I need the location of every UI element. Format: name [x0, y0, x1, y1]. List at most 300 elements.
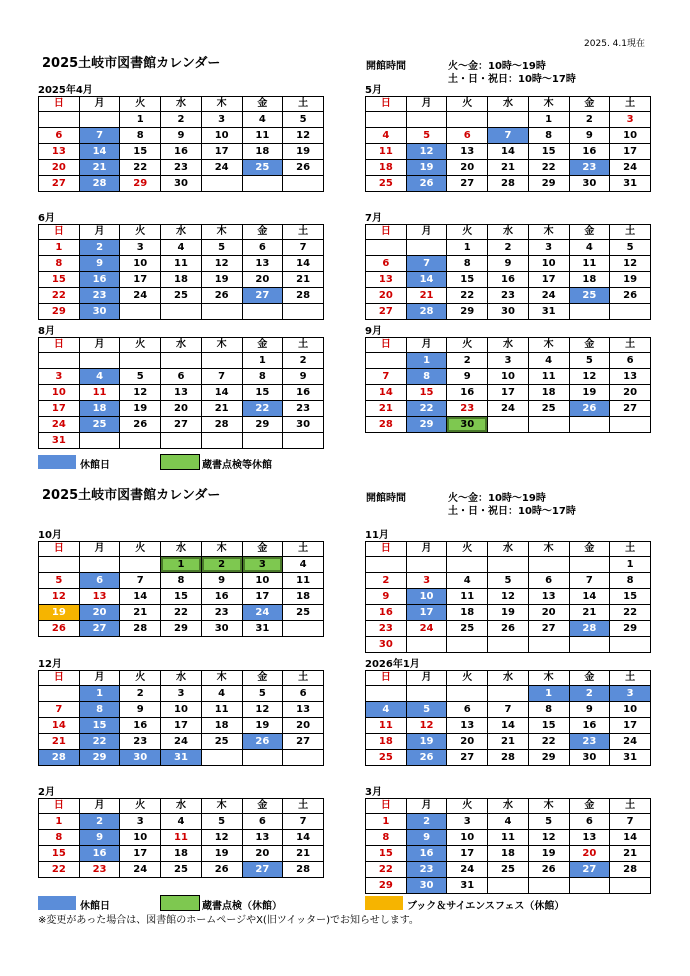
month-label: 2月: [38, 787, 55, 798]
day-cell: 10: [201, 128, 242, 144]
empty-day-cell: [488, 557, 529, 573]
day-cell: 19: [201, 272, 242, 288]
day-cell: 9: [569, 702, 610, 718]
calendar-month: [38, 530, 324, 637]
month-label: 7月: [365, 213, 382, 224]
day-cell: 25: [242, 160, 283, 176]
day-cell: 10: [120, 256, 161, 272]
day-cell: 28: [79, 176, 120, 192]
day-cell: 16: [366, 605, 407, 621]
day-cell: 6: [610, 353, 651, 369]
week-row: [366, 160, 651, 176]
day-cell: 8: [161, 573, 202, 589]
day-cell: 11: [283, 573, 324, 589]
day-cell: 19: [406, 734, 447, 750]
weekday-header: 木: [201, 542, 242, 557]
empty-day-cell: [406, 686, 447, 702]
weekday-header: 木: [528, 225, 569, 240]
day-cell: 18: [161, 846, 202, 862]
day-cell: 17: [610, 144, 651, 160]
month-label: 2025年4月: [38, 85, 93, 96]
weekday-header: 火: [447, 338, 488, 353]
day-cell: 29: [161, 621, 202, 637]
day-cell: 26: [201, 288, 242, 304]
day-cell: 8: [39, 256, 80, 272]
empty-day-cell: [610, 878, 651, 894]
day-cell: 19: [201, 846, 242, 862]
day-cell: 19: [39, 605, 80, 621]
day-cell: 9: [366, 589, 407, 605]
month-label: 8月: [38, 326, 55, 337]
day-cell: 3: [120, 814, 161, 830]
week-row: [366, 385, 651, 401]
day-cell: 24: [528, 288, 569, 304]
day-cell: 5: [283, 112, 324, 128]
legend-inventory-label-2: 蔵書点検（休館）: [202, 901, 282, 912]
week-row: [366, 637, 651, 653]
day-cell: 7: [610, 814, 651, 830]
day-cell: 12: [120, 385, 161, 401]
weekday-header: 月: [406, 542, 447, 557]
week-row: [366, 144, 651, 160]
empty-day-cell: [528, 417, 569, 433]
day-cell: 8: [242, 369, 283, 385]
week-row: [366, 369, 651, 385]
week-row: [39, 433, 324, 449]
month-grid: [38, 337, 324, 449]
day-cell: 22: [610, 605, 651, 621]
weekday-header: 火: [120, 97, 161, 112]
weekday-header-row: [39, 799, 324, 814]
day-cell: 21: [488, 160, 529, 176]
empty-day-cell: [610, 304, 651, 320]
week-row: [366, 621, 651, 637]
day-cell: 14: [406, 272, 447, 288]
week-row: [366, 750, 651, 766]
weekday-header: 土: [283, 671, 324, 686]
week-row: [39, 621, 324, 637]
empty-day-cell: [39, 353, 80, 369]
day-cell: 30: [447, 417, 488, 433]
day-cell: 6: [447, 128, 488, 144]
weekday-header: 火: [120, 799, 161, 814]
day-cell: 18: [366, 734, 407, 750]
day-cell: 15: [242, 385, 283, 401]
empty-day-cell: [120, 353, 161, 369]
weekday-header: 月: [79, 338, 120, 353]
day-cell: 1: [406, 353, 447, 369]
day-cell: 28: [366, 417, 407, 433]
day-cell: 11: [201, 702, 242, 718]
weekday-header: 日: [366, 799, 407, 814]
day-cell: 22: [406, 401, 447, 417]
day-cell: 8: [366, 830, 407, 846]
day-cell: 1: [161, 557, 202, 573]
day-cell: 17: [610, 718, 651, 734]
weekday-header: 金: [242, 338, 283, 353]
day-cell: 27: [283, 734, 324, 750]
weekday-header: 日: [366, 225, 407, 240]
empty-day-cell: [283, 621, 324, 637]
weekday-header: 水: [161, 338, 202, 353]
day-cell: 7: [283, 814, 324, 830]
hours-weekday-2: 火～金：10時～19時: [448, 493, 546, 504]
empty-day-cell: [79, 353, 120, 369]
day-cell: 28: [120, 621, 161, 637]
day-cell: 20: [242, 272, 283, 288]
empty-day-cell: [242, 750, 283, 766]
weekday-header: 金: [569, 225, 610, 240]
day-cell: 1: [39, 814, 80, 830]
day-cell: 3: [447, 814, 488, 830]
week-row: [39, 353, 324, 369]
day-cell: 4: [528, 353, 569, 369]
day-cell: 3: [201, 112, 242, 128]
calendar-month: [365, 213, 651, 320]
day-cell: 28: [406, 304, 447, 320]
day-cell: 24: [120, 862, 161, 878]
day-cell: 31: [161, 750, 202, 766]
day-cell: 7: [79, 128, 120, 144]
month-grid: [365, 541, 651, 653]
day-cell: 31: [610, 176, 651, 192]
day-cell: 20: [569, 846, 610, 862]
day-cell: 27: [610, 401, 651, 417]
day-cell: 30: [79, 304, 120, 320]
day-cell: 14: [569, 589, 610, 605]
week-row: [366, 401, 651, 417]
day-cell: 14: [79, 144, 120, 160]
empty-day-cell: [447, 686, 488, 702]
weekday-header: 木: [201, 338, 242, 353]
day-cell: 6: [447, 702, 488, 718]
week-row: [39, 128, 324, 144]
day-cell: 21: [79, 160, 120, 176]
day-cell: 23: [283, 401, 324, 417]
day-cell: 5: [406, 702, 447, 718]
day-cell: 23: [201, 605, 242, 621]
day-cell: 20: [366, 288, 407, 304]
day-cell: 25: [528, 401, 569, 417]
weekday-header: 土: [610, 542, 651, 557]
day-cell: 15: [120, 144, 161, 160]
weekday-header: 水: [488, 97, 529, 112]
day-cell: 17: [39, 401, 80, 417]
day-cell: 21: [39, 734, 80, 750]
week-row: [39, 846, 324, 862]
week-row: [39, 557, 324, 573]
day-cell: 7: [39, 702, 80, 718]
day-cell: 22: [528, 160, 569, 176]
day-cell: 16: [569, 144, 610, 160]
week-row: [39, 573, 324, 589]
day-cell: 23: [120, 734, 161, 750]
weekday-header-row: [39, 97, 324, 112]
week-row: [366, 176, 651, 192]
day-cell: 16: [161, 144, 202, 160]
day-cell: 9: [161, 128, 202, 144]
day-cell: 12: [610, 256, 651, 272]
day-cell: 10: [528, 256, 569, 272]
day-cell: 31: [39, 433, 80, 449]
day-cell: 16: [283, 385, 324, 401]
day-cell: 6: [528, 573, 569, 589]
day-cell: 15: [39, 272, 80, 288]
week-row: [366, 128, 651, 144]
day-cell: 17: [161, 718, 202, 734]
day-cell: 18: [161, 272, 202, 288]
day-cell: 23: [447, 401, 488, 417]
day-cell: 17: [242, 589, 283, 605]
day-cell: 6: [242, 814, 283, 830]
day-cell: 4: [283, 557, 324, 573]
day-cell: 8: [406, 369, 447, 385]
day-cell: 13: [79, 589, 120, 605]
day-cell: 26: [406, 750, 447, 766]
day-cell: 13: [242, 256, 283, 272]
calendar-month: [38, 213, 324, 320]
week-row: [39, 304, 324, 320]
day-cell: 7: [569, 573, 610, 589]
empty-day-cell: [406, 637, 447, 653]
weekday-header: 土: [283, 97, 324, 112]
weekday-header: 火: [120, 338, 161, 353]
day-cell: 16: [201, 589, 242, 605]
day-cell: 26: [406, 176, 447, 192]
week-row: [39, 401, 324, 417]
month-grid: [38, 798, 324, 878]
day-cell: 1: [528, 686, 569, 702]
month-label: 10月: [38, 530, 62, 541]
day-cell: 30: [569, 176, 610, 192]
day-cell: 16: [79, 272, 120, 288]
week-row: [366, 557, 651, 573]
day-cell: 24: [161, 734, 202, 750]
month-grid: [365, 224, 651, 320]
day-cell: 1: [39, 240, 80, 256]
empty-day-cell: [201, 433, 242, 449]
week-row: [39, 718, 324, 734]
day-cell: 19: [610, 272, 651, 288]
empty-day-cell: [283, 750, 324, 766]
day-cell: 24: [39, 417, 80, 433]
calendar-month: [365, 85, 651, 192]
week-row: [39, 272, 324, 288]
week-row: [366, 304, 651, 320]
day-cell: 25: [366, 750, 407, 766]
day-cell: 28: [201, 417, 242, 433]
empty-day-cell: [569, 878, 610, 894]
week-row: [39, 288, 324, 304]
weekday-header: 日: [366, 671, 407, 686]
day-cell: 19: [528, 846, 569, 862]
week-row: [39, 605, 324, 621]
week-row: [366, 589, 651, 605]
empty-day-cell: [569, 557, 610, 573]
day-cell: 19: [569, 385, 610, 401]
week-row: [39, 256, 324, 272]
day-cell: 31: [447, 878, 488, 894]
day-cell: 20: [447, 160, 488, 176]
weekday-header: 月: [406, 97, 447, 112]
day-cell: 20: [39, 160, 80, 176]
page-title: 2025土岐市図書館カレンダー: [42, 56, 221, 71]
weekday-header: 月: [79, 671, 120, 686]
weekday-header: 土: [610, 97, 651, 112]
day-cell: 20: [610, 385, 651, 401]
day-cell: 2: [569, 112, 610, 128]
day-cell: 22: [39, 862, 80, 878]
day-cell: 3: [528, 240, 569, 256]
weekday-header: 火: [120, 542, 161, 557]
day-cell: 8: [528, 702, 569, 718]
day-cell: 18: [242, 144, 283, 160]
day-cell: 5: [528, 814, 569, 830]
day-cell: 13: [447, 718, 488, 734]
weekday-header: 月: [406, 799, 447, 814]
day-cell: 7: [120, 573, 161, 589]
empty-day-cell: [406, 557, 447, 573]
as-of-date: 2025. 4.1現在: [584, 39, 645, 49]
day-cell: 28: [283, 862, 324, 878]
day-cell: 17: [406, 605, 447, 621]
empty-day-cell: [366, 686, 407, 702]
week-row: [366, 718, 651, 734]
day-cell: 26: [488, 621, 529, 637]
weekday-header: 土: [283, 542, 324, 557]
week-row: [39, 702, 324, 718]
month-grid: [38, 96, 324, 192]
day-cell: 4: [366, 702, 407, 718]
weekday-header: 火: [447, 542, 488, 557]
empty-day-cell: [201, 750, 242, 766]
hours-weekday: 火～金：10時～19時: [448, 61, 546, 72]
day-cell: 29: [39, 304, 80, 320]
day-cell: 24: [120, 288, 161, 304]
day-cell: 18: [569, 272, 610, 288]
day-cell: 22: [366, 862, 407, 878]
weekday-header: 日: [366, 338, 407, 353]
day-cell: 26: [569, 401, 610, 417]
day-cell: 22: [242, 401, 283, 417]
weekday-header: 土: [610, 799, 651, 814]
day-cell: 21: [366, 401, 407, 417]
day-cell: 6: [569, 814, 610, 830]
empty-day-cell: [488, 637, 529, 653]
week-row: [39, 385, 324, 401]
day-cell: 18: [366, 160, 407, 176]
day-cell: 30: [569, 750, 610, 766]
day-cell: 10: [610, 128, 651, 144]
day-cell: 1: [610, 557, 651, 573]
day-cell: 19: [120, 401, 161, 417]
weekday-header: 木: [201, 97, 242, 112]
day-cell: 30: [120, 750, 161, 766]
empty-day-cell: [283, 304, 324, 320]
empty-day-cell: [39, 557, 80, 573]
weekday-header: 水: [488, 338, 529, 353]
day-cell: 2: [201, 557, 242, 573]
day-cell: 29: [242, 417, 283, 433]
day-cell: 12: [39, 589, 80, 605]
day-cell: 27: [242, 288, 283, 304]
week-row: [39, 686, 324, 702]
day-cell: 15: [79, 718, 120, 734]
day-cell: 10: [120, 830, 161, 846]
day-cell: 6: [283, 686, 324, 702]
day-cell: 23: [79, 862, 120, 878]
day-cell: 17: [488, 385, 529, 401]
day-cell: 10: [406, 589, 447, 605]
day-cell: 20: [283, 718, 324, 734]
day-cell: 4: [447, 573, 488, 589]
day-cell: 12: [283, 128, 324, 144]
weekday-header-row: [366, 542, 651, 557]
week-row: [366, 272, 651, 288]
day-cell: 25: [488, 862, 529, 878]
calendar-month: [365, 787, 651, 894]
week-row: [366, 353, 651, 369]
day-cell: 21: [406, 288, 447, 304]
day-cell: 13: [569, 830, 610, 846]
empty-day-cell: [161, 433, 202, 449]
month-label: 12月: [38, 659, 62, 670]
empty-day-cell: [161, 304, 202, 320]
empty-day-cell: [528, 637, 569, 653]
empty-day-cell: [79, 557, 120, 573]
day-cell: 4: [161, 814, 202, 830]
day-cell: 11: [366, 144, 407, 160]
day-cell: 22: [79, 734, 120, 750]
calendar-month: [38, 787, 324, 878]
weekday-header: 金: [569, 671, 610, 686]
day-cell: 27: [366, 304, 407, 320]
day-cell: 13: [447, 144, 488, 160]
hours-label-2: 開館時間: [366, 493, 406, 504]
day-cell: 27: [569, 862, 610, 878]
day-cell: 2: [366, 573, 407, 589]
week-row: [39, 750, 324, 766]
day-cell: 6: [161, 369, 202, 385]
empty-day-cell: [161, 353, 202, 369]
month-label: 6月: [38, 213, 55, 224]
day-cell: 11: [569, 256, 610, 272]
day-cell: 4: [569, 240, 610, 256]
day-cell: 15: [447, 272, 488, 288]
day-cell: 24: [447, 862, 488, 878]
empty-day-cell: [569, 637, 610, 653]
day-cell: 21: [569, 605, 610, 621]
empty-day-cell: [120, 433, 161, 449]
day-cell: 27: [447, 750, 488, 766]
day-cell: 29: [120, 176, 161, 192]
legend-closed-swatch-2: [38, 896, 76, 910]
day-cell: 20: [447, 734, 488, 750]
empty-day-cell: [39, 112, 80, 128]
empty-day-cell: [242, 176, 283, 192]
weekday-header: 木: [528, 799, 569, 814]
day-cell: 29: [610, 621, 651, 637]
day-cell: 28: [569, 621, 610, 637]
day-cell: 25: [161, 288, 202, 304]
weekday-header: 日: [39, 97, 80, 112]
weekday-header: 火: [120, 671, 161, 686]
day-cell: 23: [366, 621, 407, 637]
empty-day-cell: [569, 304, 610, 320]
weekday-header-row: [366, 671, 651, 686]
day-cell: 29: [528, 176, 569, 192]
day-cell: 22: [447, 288, 488, 304]
